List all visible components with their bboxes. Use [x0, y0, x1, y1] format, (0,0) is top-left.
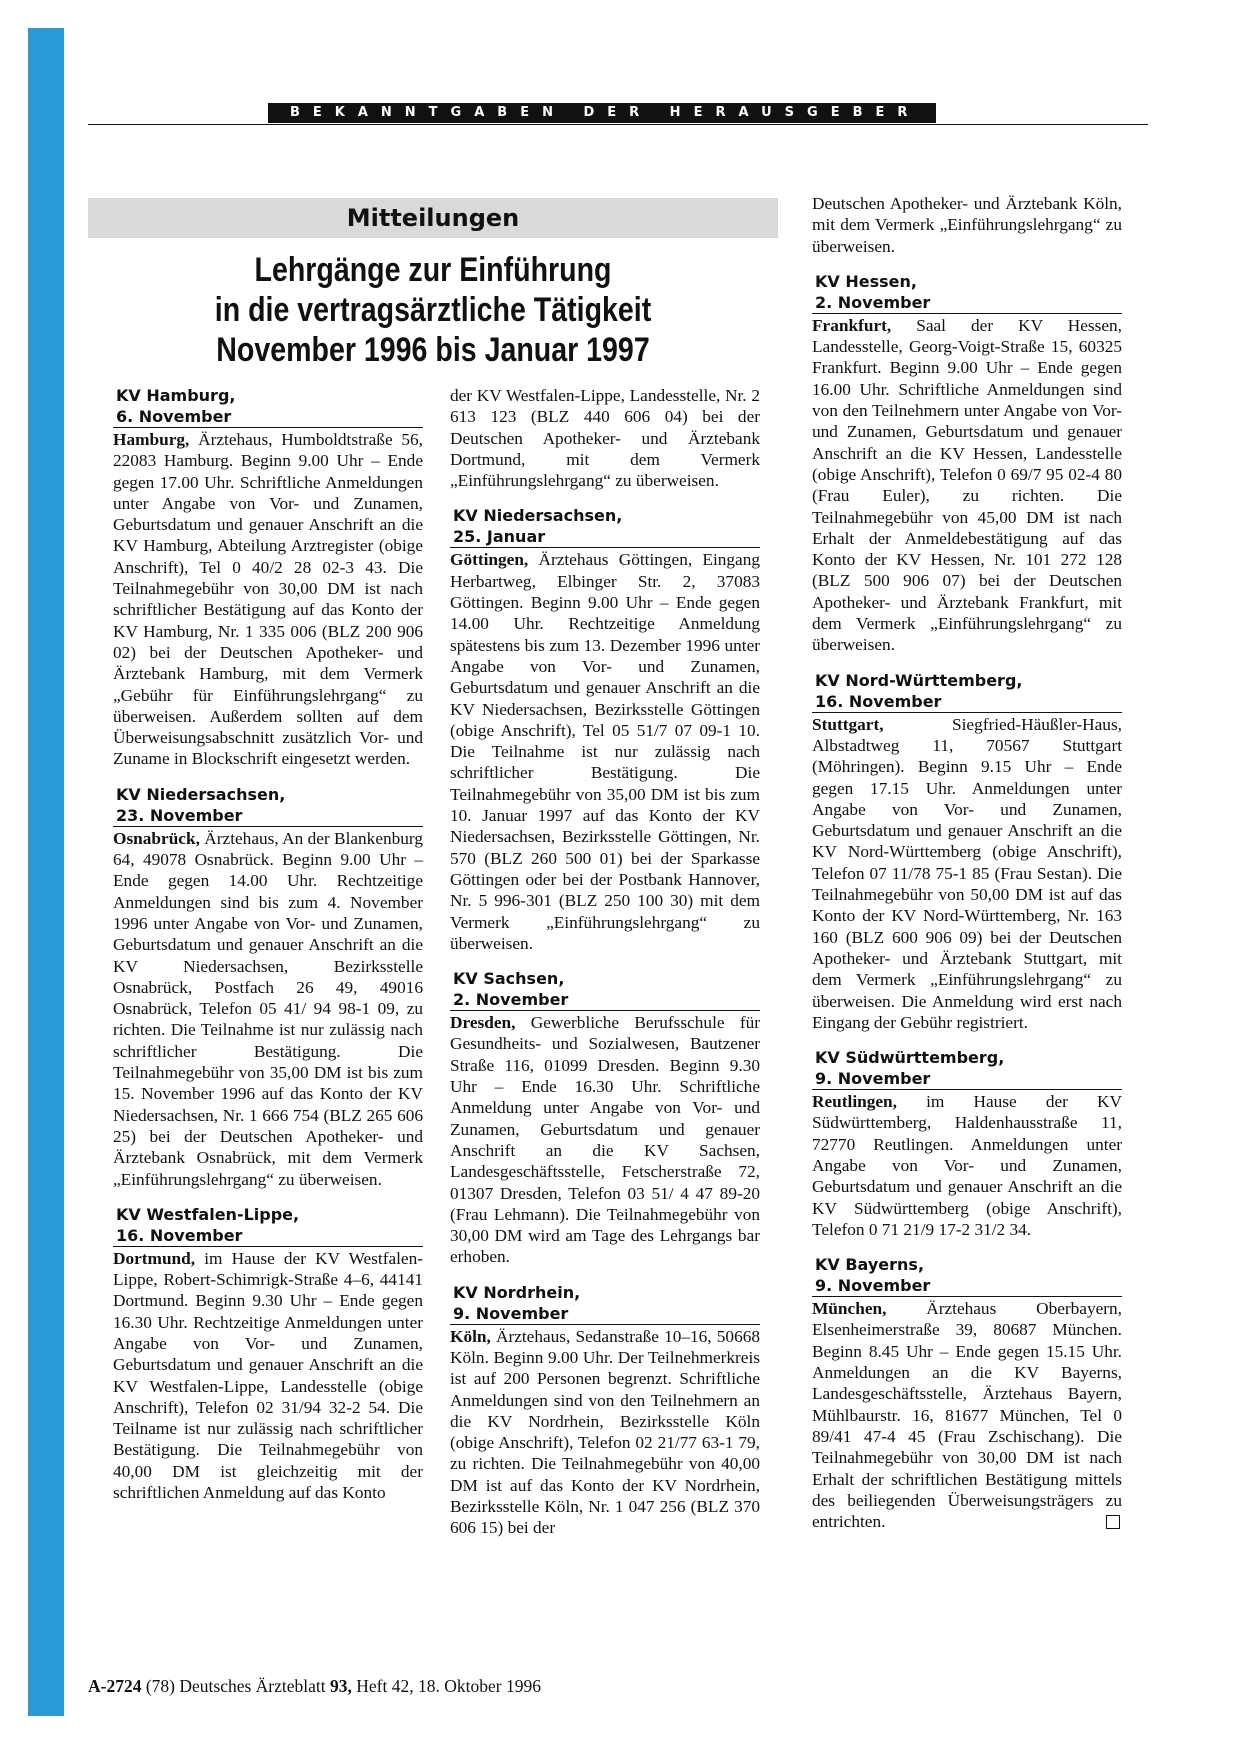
entry-date: 9. November — [450, 1303, 760, 1325]
entry-date: 16. November — [113, 1225, 423, 1247]
entry-text: Siegfried-Häußler-Haus, Albstadtweg 11, 70567 Stuttgart (Möhringen). Beginn 9.15 Uhr – Ende gegen 17.15 Uhr. Anmeldungen unter Angabe von Vor- und Zunamen, Geburtsdatum und genauer Anschrift an die KV Nord-Württemberg (obige Anschrift), Telefon 07 11/78 75-1 85 (Frau Sestan). Die Teilnahmegebühr von 50,00 DM ist auf das Konto der KV Nord-Württemberg, Nr. 163 160 (BLZ 600 906 09) bei der Deutschen Apotheker- und Ärztebank Stuttgart, mit dem Vermerk „Einführungslehrgang“ zu überweisen. Die Anmeldung wird erst nach Eingang der Gebühr registriert. — [812, 714, 1122, 1032]
end-of-article-box-icon — [1106, 1515, 1120, 1529]
footer-volume: 93, — [330, 1676, 352, 1696]
entry-date: 6. November — [113, 406, 423, 428]
entry-date: 16. November — [812, 691, 1122, 713]
entry-body — [113, 429, 423, 770]
entry-date: 2. November — [450, 989, 760, 1011]
entry-kv-bayerns — [812, 1254, 1122, 1532]
entry-body — [113, 828, 423, 1190]
entry-body — [450, 549, 760, 954]
entry-text: Ärztehaus Oberbayern, Elsenheimerstraße 39, 80687 München. Beginn 8.45 Uhr – Ende gegen 15.15 Uhr. Anmeldungen an die KV Bayerns, Landesgeschäftsstelle, Ärztehaus Bayern, Mühlbaurstr. 16, 81677 München, Tel 0 89/41 47-4 45 (Frau Zschischang). Die Teilnahmegebühr von 30,00 DM ist nach Erhalt der schriftlichen Bestätigung mittels des beiliegenden Überweisungsträgers zu entrichten. — [812, 1299, 1122, 1532]
column-2 — [450, 385, 760, 1553]
entry-text: im Hause der KV Westfalen-Lippe, Robert-Schimrigk-Straße 4–6, 44141 Dortmund. Beginn 9.30 Uhr – Ende gegen 16.30 Uhr. Rechtzeitige Anmeldungen unter Angabe von Vor- und Zunamen, Geburtsdatum und genauer Anschrift an die KV Westfalen-Lippe, Landesstelle (obige Anschrift), Telefon 02 31/94 32-2 54. Die Teilname ist nur zulässig nach schriftlicher Bestätigung. Die Teilnahmegebühr von 40,00 DM ist gleichzeitig mit der schriftlichen Anmeldung auf das Konto — [113, 1248, 423, 1503]
entry-heading: KV Nordrhein, — [453, 1282, 581, 1302]
entry-text: Ärztehaus, Humboldtstraße 56, 22083 Hamburg. Beginn 9.00 Uhr – Ende gegen 17.00 Uhr. Schriftliche Anmeldungen unter Angabe von Vor- und Zunamen, Geburtsdatum und genauer Anschrift an die KV Hamburg, Abteilung Arztregister (obige Anschrift), Tel 0 40/2 28 02-3 43. Die Teilnahmegebühr von 30,00 DM ist nach schriftlicher Bestätigung auf das Konto der KV Hamburg, Nr. 1 335 006 (BLZ 200 906 02) bei der Deutschen Apotheker- und Ärztebank Hamburg, mit dem Vermerk „Gebühr für Einführungslehrgang“ zu überweisen. Außerdem sollten auf dem Überweisungsabschnitt zusätzlich Vor- und Zuname in Blockschrift eingesetzt werden. — [113, 430, 423, 769]
entry-city: Osnabrück, — [113, 828, 200, 848]
entry-kv-nordrhein — [450, 1282, 760, 1539]
entry-city: Reutlingen, — [812, 1092, 897, 1112]
entry-date: 25. Januar — [450, 526, 760, 548]
entry-text: Ärztehaus, Sedanstraße 10–16, 50668 Köln. Beginn 9.00 Uhr. Der Teilnehmerkreis ist auf 200 Personen begrenzt. Schriftliche Anmeldungen sind von den Teilnehmern an die KV Nordrhein, Bezirksstelle Köln (obige Anschrift), Telefon 02 21/77 63-1 79, zu richten. Die Teilnahmegebühr von 40,00 DM ist auf das Konto der KV Nordrhein, Bezirksstelle Köln, Nr. 1 047 256 (BLZ 370 606 15) bei der — [450, 1326, 760, 1538]
entry-text: Ärztehaus, An der Blankenburg 64, 49078 Osnabrück. Beginn 9.00 Uhr – Ende gegen 14.00 Uhr. Rechtzeitige Anmeldungen sind bis zum 4. November 1996 unter Angabe von Vor- und Zunamen, Geburtsdatum und genauer Anschrift an die KV Niedersachsen, Bezirksstelle Osnabrück, Postfach 26 49, 49016 Osnabrück, Telefon 05 41/ 94 98-1 09, zu richten. Die Teilnahme ist nur zulässig nach schriftlicher Bestätigung. Die Teilnahmegebühr von 35,00 DM ist bis zum 15. November 1996 auf das Konto der KV Niedersachsen, Nr. 1 666 754 (BLZ 265 606 25) bei der Deutschen Apotheker- und Ärztebank Osnabrück, mit dem Vermerk „Einführungslehrgang“ zu überweisen. — [113, 828, 423, 1189]
header-rule — [88, 124, 1148, 125]
continued-text: Deutschen Apotheker- und Ärztebank Köln, mit dem Vermerk „Einführungslehrgang“ zu überweisen. — [812, 194, 1122, 256]
entry-city: Hamburg, — [113, 430, 190, 449]
entry-city: Frankfurt, — [812, 315, 892, 335]
entry-date: 9. November — [812, 1068, 1122, 1090]
entry-date: 9. November — [812, 1275, 1122, 1297]
entry-heading: KV Westfalen-Lippe, — [116, 1204, 300, 1224]
entry-kv-westfalen-lippe — [113, 1204, 423, 1504]
sidebar-accent — [28, 28, 64, 1716]
entry-kv-nord-wuerttemberg — [812, 670, 1122, 1033]
entry-kv-niedersachsen-goettingen — [450, 505, 760, 954]
headline-line-3: November 1996 bis Januar 1997 — [216, 331, 650, 369]
entry-heading: KV Nord-Württemberg, — [815, 670, 1023, 690]
entry-city: Köln, — [450, 1326, 491, 1346]
entry-date: 2. November — [812, 292, 1122, 314]
page-footer — [88, 1675, 541, 1697]
entry-kv-sachsen — [450, 968, 760, 1268]
entry-city: München, — [812, 1299, 887, 1319]
entry-body — [450, 1326, 760, 1539]
footer-issue: Heft 42, 18. Oktober 1996 — [351, 1676, 541, 1696]
column-1 — [113, 385, 423, 1517]
entry-heading: KV Niedersachsen, — [453, 506, 623, 526]
entry-text: Ärztehaus Göttingen, Eingang Herbartweg, Elbinger Str. 2, 37083 Göttingen. Beginn 9.00 Uhr – Ende gegen 14.00 Uhr. Rechtzeitige Anmeldung spätestens bis zum 13. Dezember 1996 unter Angabe von Vor- und Zunamen, Geburtsdatum und genauer Anschrift an die KV Niedersachsen, Bezirksstelle Göttingen (obige Anschrift), Tel 05 51/7 07 09-1 10. Die Teilnahme ist nur zulässig nach schriftlicher Bestätigung. Die Teilnahmegebühr von 35,00 DM ist bis zum 10. Januar 1997 auf das Konto der KV Niedersachsen, Bezirksstelle Göttingen, Nr. 570 (BLZ 260 500 01) bei der Sparkasse Göttingen oder bei der Postbank Hannover, Nr. 5 996-301 (BLZ 250 100 30) mit dem Vermerk „Einführungslehrgang“ zu überweisen. — [450, 550, 760, 953]
entry-body — [812, 714, 1122, 1033]
column-3 — [812, 193, 1122, 1546]
entry-city: Dresden, — [450, 1013, 516, 1033]
article-headline — [143, 250, 723, 370]
entry-kv-suedwuerttemberg — [812, 1047, 1122, 1240]
entry-kv-niedersachsen-osnabrueck — [113, 784, 423, 1190]
entry-body — [812, 1091, 1122, 1240]
entry-kv-hamburg — [113, 385, 423, 770]
entry-city: Dortmund, — [113, 1248, 196, 1268]
entry-heading: KV Hessen, — [815, 271, 917, 291]
entry-heading: KV Südwürttemberg, — [815, 1048, 1005, 1068]
entry-city: Göttingen, — [450, 550, 529, 570]
entry-date: 23. November — [113, 805, 423, 827]
entry-heading: KV Hamburg, — [116, 386, 236, 405]
entry-body — [812, 1298, 1122, 1532]
headline-line-1: Lehrgänge zur Einführung — [254, 251, 612, 289]
footer-publication: (78) Deutsches Ärzteblatt — [145, 1676, 331, 1696]
continued-text: der KV Westfalen-Lippe, Landesstelle, Nr. 2 613 123 (BLZ 440 606 04) bei der Deutschen Apotheker- und Ärztebank Dortmund, mit dem Vermerk „Einführungslehrgang“ zu überweisen. — [450, 386, 760, 491]
entry-heading: KV Niedersachsen, — [116, 784, 286, 804]
entry-text: im Hause der KV Südwürttemberg, Haldenhausstraße 11, 72770 Reutlingen. Anmeldungen unter Angabe von Vor- und Zunamen, Geburtsdatum und genauer Anschrift an die KV Südwürttemberg (obige Anschrift), Telefon 0 71 21/9 17-2 31/2 34. — [812, 1092, 1122, 1239]
entry-body — [812, 315, 1122, 656]
headline-line-2: in die vertragsärztliche Tätigkeit — [214, 291, 652, 329]
entry-city: Stuttgart, — [812, 714, 884, 734]
section-label: Mitteilungen — [88, 198, 778, 238]
entry-heading: KV Sachsen, — [453, 969, 565, 989]
entry-body — [450, 1012, 760, 1268]
entry-body — [113, 1248, 423, 1504]
entry-kv-hessen — [812, 271, 1122, 656]
department-banner: BEKANNTGABEN DER HERAUSGEBER — [268, 103, 936, 123]
entry-text: Gewerbliche Berufsschule für Gesundheits- und Sozialwesen, Bautzener Straße 116, 01099 Dresden. Beginn 9.30 Uhr – Ende 16.30 Uhr. Schriftliche Anmeldung unter Angabe von Vor- und Zunamen, Geburtsdatum und genauer Anschrift an die KV Sachsen, Landesgeschäftsstelle, Fetscherstraße 72, 01307 Dresden, Telefon 03 51/ 4 47 89-20 (Frau Lehmann). Die Teilnahmegebühr von 30,00 DM wird am Tage des Lehrgangs bar erhoben. — [450, 1013, 760, 1267]
entry-heading: KV Bayerns, — [815, 1255, 925, 1275]
page-number: A-2724 — [88, 1676, 142, 1696]
entry-text: Saal der KV Hessen, Landesstelle, Georg-Voigt-Straße 15, 60325 Frankfurt. Beginn 9.00 Uhr – Ende gegen 16.00 Uhr. Schriftliche Anmeldungen sind von den Teilnehmern unter Angabe von Vor- und Zunamen, Geburtsdatum und genauer Anschrift an die KV Hessen, Landesstelle (obige Anschrift), Telefon 0 69/7 95 02-4 80 (Frau Euler), zu richten. Die Teilnahmegebühr von 45,00 DM ist nach Erhalt der Anmeldebestätigung auf das Konto der KV Hessen, Nr. 101 272 128 (BLZ 500 906 07) bei der Deutschen Apotheker- und Ärztebank Frankfurt, mit dem Vermerk „Einführungslehrgang“ zu überweisen. — [812, 315, 1122, 655]
